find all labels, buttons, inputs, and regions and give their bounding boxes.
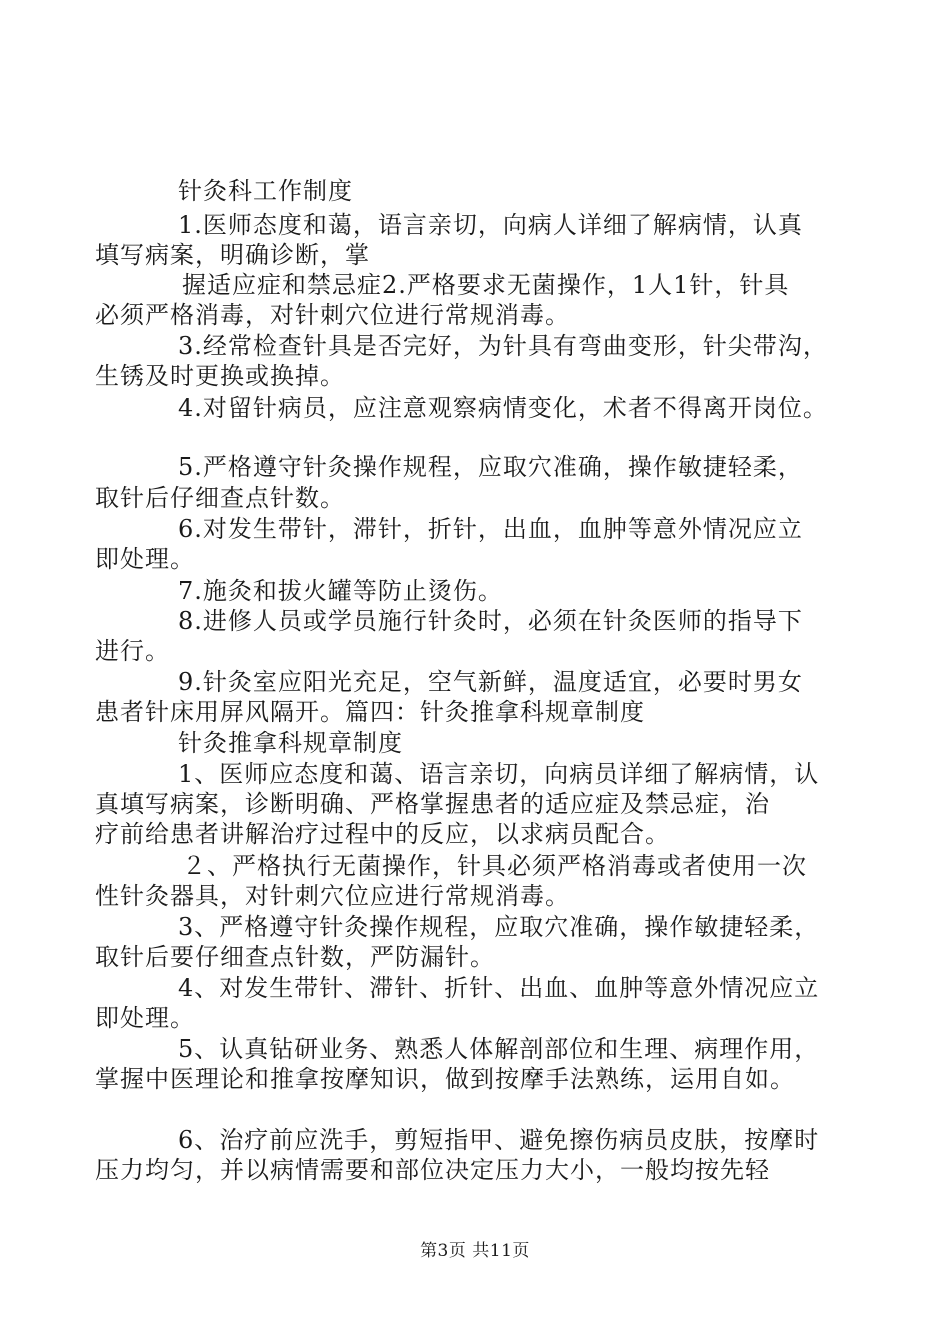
paragraph-line: 必须严格消毒，对针刺穴位进行常规消毒。: [95, 301, 570, 329]
paragraph-line: 7.施灸和拔火罐等防止烫伤。: [178, 577, 503, 605]
paragraph-line: 取针后要仔细查点针数，严防漏针。: [95, 943, 495, 971]
paragraph-line: 疗前给患者讲解治疗过程中的反应，以求病员配合。: [95, 820, 670, 848]
paragraph-line: 4.对留针病员，应注意观察病情变化，术者不得离开岗位。: [178, 394, 828, 422]
paragraph-line: 压力均匀，并以病情需要和部位决定压力大小，一般均按先轻: [95, 1156, 770, 1184]
paragraph-line: 即处理。: [95, 1004, 195, 1032]
paragraph-line: 填写病案，明确诊断，掌: [95, 241, 370, 269]
paragraph-line: 掌握中医理论和推拿按摩知识，做到按摩手法熟练，运用自如。: [95, 1065, 795, 1093]
page-number: 第3页 共11页: [420, 1241, 530, 1261]
paragraph-line: 取针后仔细查点针数。: [95, 484, 345, 512]
paragraph-line: 3.经常检查针具是否完好，为针具有弯曲变形，针尖带沟，: [178, 332, 828, 360]
paragraph-line: 生锈及时更换或换掉。: [95, 362, 345, 390]
paragraph-line: 进行。: [95, 637, 170, 665]
section-title: 针灸科工作制度: [178, 177, 353, 205]
paragraph-line: 5、认真钻研业务、熟悉人体解剖部位和生理、病理作用，: [178, 1035, 820, 1063]
paragraph-line: 1.医师态度和蔼，语言亲切，向病人详细了解病情，认真: [178, 211, 803, 239]
paragraph-line: 6、治疗前应洗手，剪短指甲、避免擦伤病员皮肤，按摩时: [178, 1126, 820, 1154]
paragraph-line: 性针灸器具，对针刺穴位应进行常规消毒。: [95, 882, 570, 910]
paragraph-line: 6.对发生带针，滞针，折针，出血，血肿等意外情况应立: [178, 515, 803, 543]
section-title: 针灸推拿科规章制度: [178, 729, 403, 757]
paragraph-line: 即处理。: [95, 545, 195, 573]
paragraph-line: 握适应症和禁忌症2.严格要求无菌操作，1人1针，针具: [182, 271, 790, 299]
paragraph-line: 8.进修人员或学员施行针灸时，必须在针灸医师的指导下: [178, 607, 803, 635]
paragraph-line: 4、对发生带针、滞针、折针、出血、血肿等意外情况应立: [178, 974, 820, 1002]
paragraph-line: 1、医师应态度和蔼、语言亲切，向病员详细了解病情，认: [178, 760, 820, 788]
paragraph-line: ２、严格执行无菌操作，针具必须严格消毒或者使用一次: [182, 852, 807, 880]
paragraph-line: 5.严格遵守针灸操作规程，应取穴准确，操作敏捷轻柔，: [178, 453, 803, 481]
paragraph-line: 患者针床用屏风隔开。篇四：针灸推拿科规章制度: [95, 698, 645, 726]
paragraph-line: 真填写病案，诊断明确、严格掌握患者的适应症及禁忌症，治: [95, 790, 770, 818]
paragraph-line: 9.针灸室应阳光充足，空气新鲜，温度适宜，必要时男女: [178, 668, 803, 696]
paragraph-line: 3、严格遵守针灸操作规程，应取穴准确，操作敏捷轻柔，: [178, 913, 820, 941]
